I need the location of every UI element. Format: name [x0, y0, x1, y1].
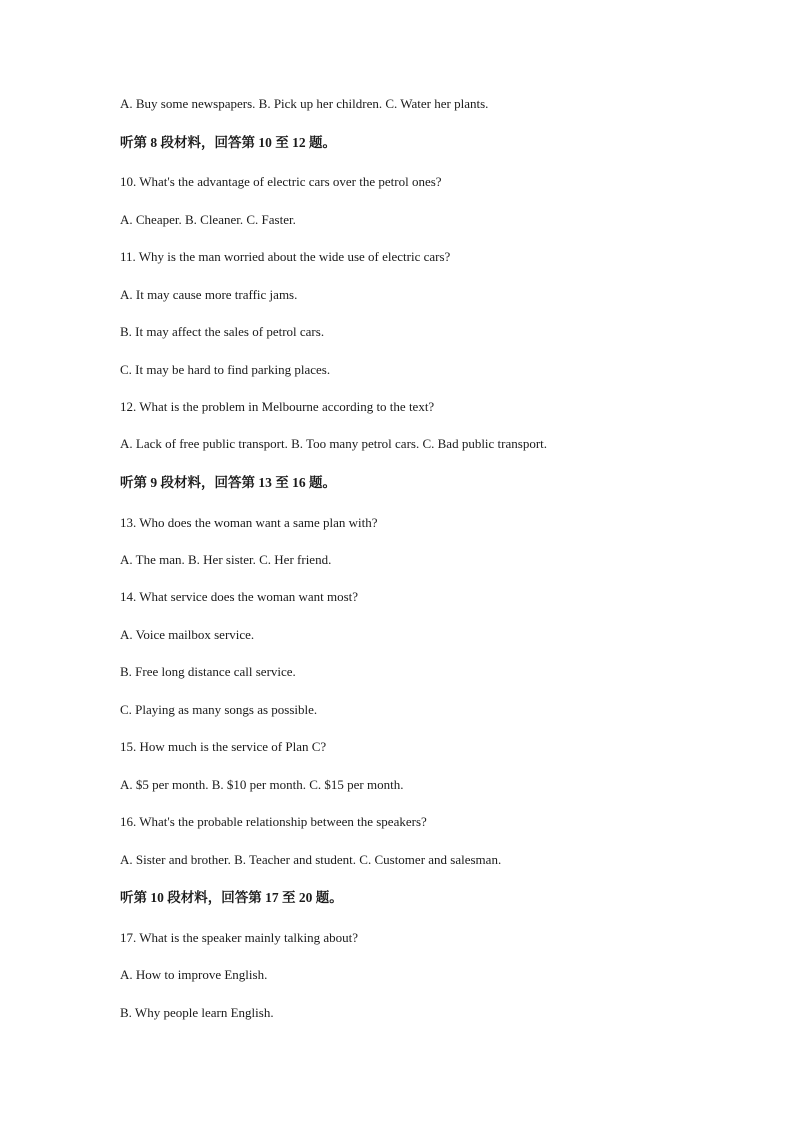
option-line: A. Sister and brother. B. Teacher and student. C. Customer and salesman. — [120, 852, 502, 867]
option-line: A. Cheaper. B. Cleaner. C. Faster. — [120, 212, 296, 227]
option-line: B. Free long distance call service. — [120, 664, 296, 679]
section-heading: 听第 8 段材料，回答第 10 至 12 题。 — [120, 135, 336, 150]
question-11: 11. Why is the man worried about the wide use of electric cars? — [120, 249, 451, 264]
question-13: 13. Who does the woman want a same plan with? — [120, 515, 378, 530]
option-line: A. It may cause more traffic jams. — [120, 287, 298, 302]
question-10: 10. What's the advantage of electric cars over the petrol ones? — [120, 174, 442, 189]
option-line: B. Why people learn English. — [120, 1005, 274, 1020]
section-heading: 听第 10 段材料，回答第 17 至 20 题。 — [120, 890, 343, 905]
option-line: A. Buy some newspapers. B. Pick up her children. C. Water her plants. — [120, 96, 489, 111]
option-line: A. Voice mailbox service. — [120, 627, 255, 642]
option-line: C. Playing as many songs as possible. — [120, 702, 318, 717]
option-line: A. The man. B. Her sister. C. Her friend. — [120, 552, 332, 567]
question-16: 16. What's the probable relationship between the speakers? — [120, 814, 427, 829]
option-line: A. Lack of free public transport. B. Too many petrol cars. C. Bad public transport. — [120, 436, 548, 451]
question-14: 14. What service does the woman want most? — [120, 589, 359, 604]
question-15: 15. How much is the service of Plan C? — [120, 739, 327, 754]
option-line: A. How to improve English. — [120, 967, 268, 982]
option-line: A. $5 per month. B. $10 per month. C. $15 per month. — [120, 777, 404, 792]
question-17: 17. What is the speaker mainly talking about? — [120, 930, 359, 945]
section-heading: 听第 9 段材料，回答第 13 至 16 题。 — [120, 475, 336, 490]
option-line: C. It may be hard to find parking places. — [120, 362, 331, 377]
option-line: B. It may affect the sales of petrol cars. — [120, 324, 325, 339]
question-12: 12. What is the problem in Melbourne according to the text? — [120, 399, 435, 414]
